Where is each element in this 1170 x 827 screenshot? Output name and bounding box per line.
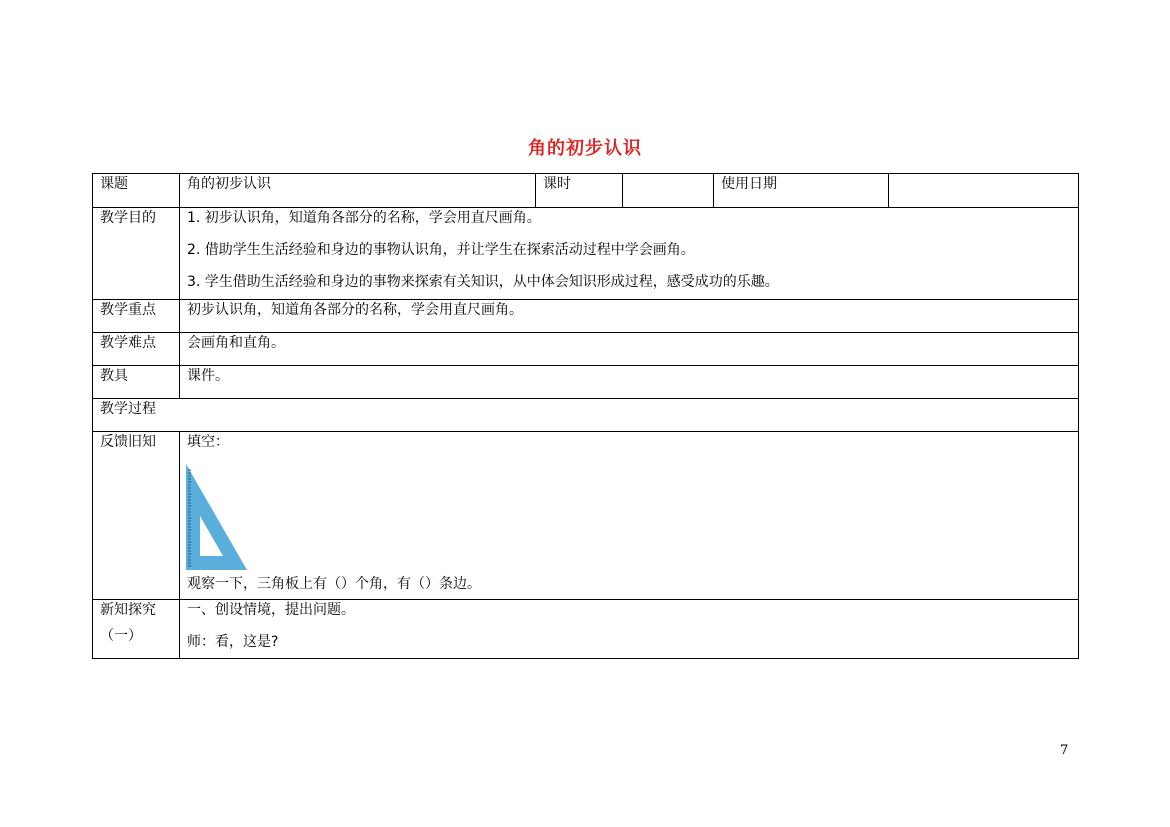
goal-item-1: 1. 初步认识角，知道角各部分的名称，学会用直尺画角。 (187, 210, 541, 226)
set-square-triangle-icon (185, 464, 249, 570)
explore-label-line2: （一） (100, 628, 142, 644)
header-row (93, 174, 1079, 208)
goals-label: 教学目的 (93, 208, 180, 300)
topic-label: 课题 (93, 174, 180, 208)
review-prompt: 填空： (187, 434, 229, 450)
date-label: 使用日期 (714, 174, 889, 208)
goal-item-2: 2. 借助学生生活经验和身边的事物认识角，并让学生在探索活动过程中学会画角。 (187, 242, 695, 258)
tools-label: 教具 (93, 366, 180, 399)
review-content (180, 432, 1079, 600)
explore-line-2: 师：看，这是? (187, 634, 279, 650)
period-label: 课时 (536, 174, 623, 208)
key-point-row (93, 300, 1079, 333)
key-point-label: 教学重点 (93, 300, 180, 333)
review-label: 反馈旧知 (93, 432, 180, 600)
tools-row (93, 366, 1079, 399)
topic-value: 角的初步认识 (180, 174, 536, 208)
page-title: 角的初步认识 (528, 138, 642, 159)
explore-line-1: 一、创设情境，提出问题。 (187, 602, 355, 618)
tools-value: 课件。 (180, 366, 1079, 399)
difficulty-value: 会画角和直角。 (180, 333, 1079, 366)
review-question: 观察一下，三角板上有（）个角，有（）条边。 (187, 576, 481, 592)
goals-row (93, 208, 1079, 300)
period-value (623, 174, 714, 208)
goals-content (180, 208, 1079, 300)
explore-label (93, 600, 180, 659)
process-row (93, 399, 1079, 432)
difficulty-label: 教学难点 (93, 333, 180, 366)
page-number: 7 (1060, 743, 1069, 758)
goal-item-3: 3. 学生借助生活经验和身边的事物来探索有关知识，从中体会知识形成过程，感受成功的乐趣。 (187, 274, 779, 290)
process-label: 教学过程 (93, 399, 1079, 432)
explore-content (180, 600, 1079, 659)
explore-row (93, 600, 1079, 659)
date-value (889, 174, 1079, 208)
key-point-value: 初步认识角，知道角各部分的名称，学会用直尺画角。 (180, 300, 1079, 333)
difficulty-row (93, 333, 1079, 366)
explore-label-line1: 新知探究 (100, 602, 156, 618)
lesson-plan-table (92, 173, 1079, 659)
review-row (93, 432, 1079, 600)
